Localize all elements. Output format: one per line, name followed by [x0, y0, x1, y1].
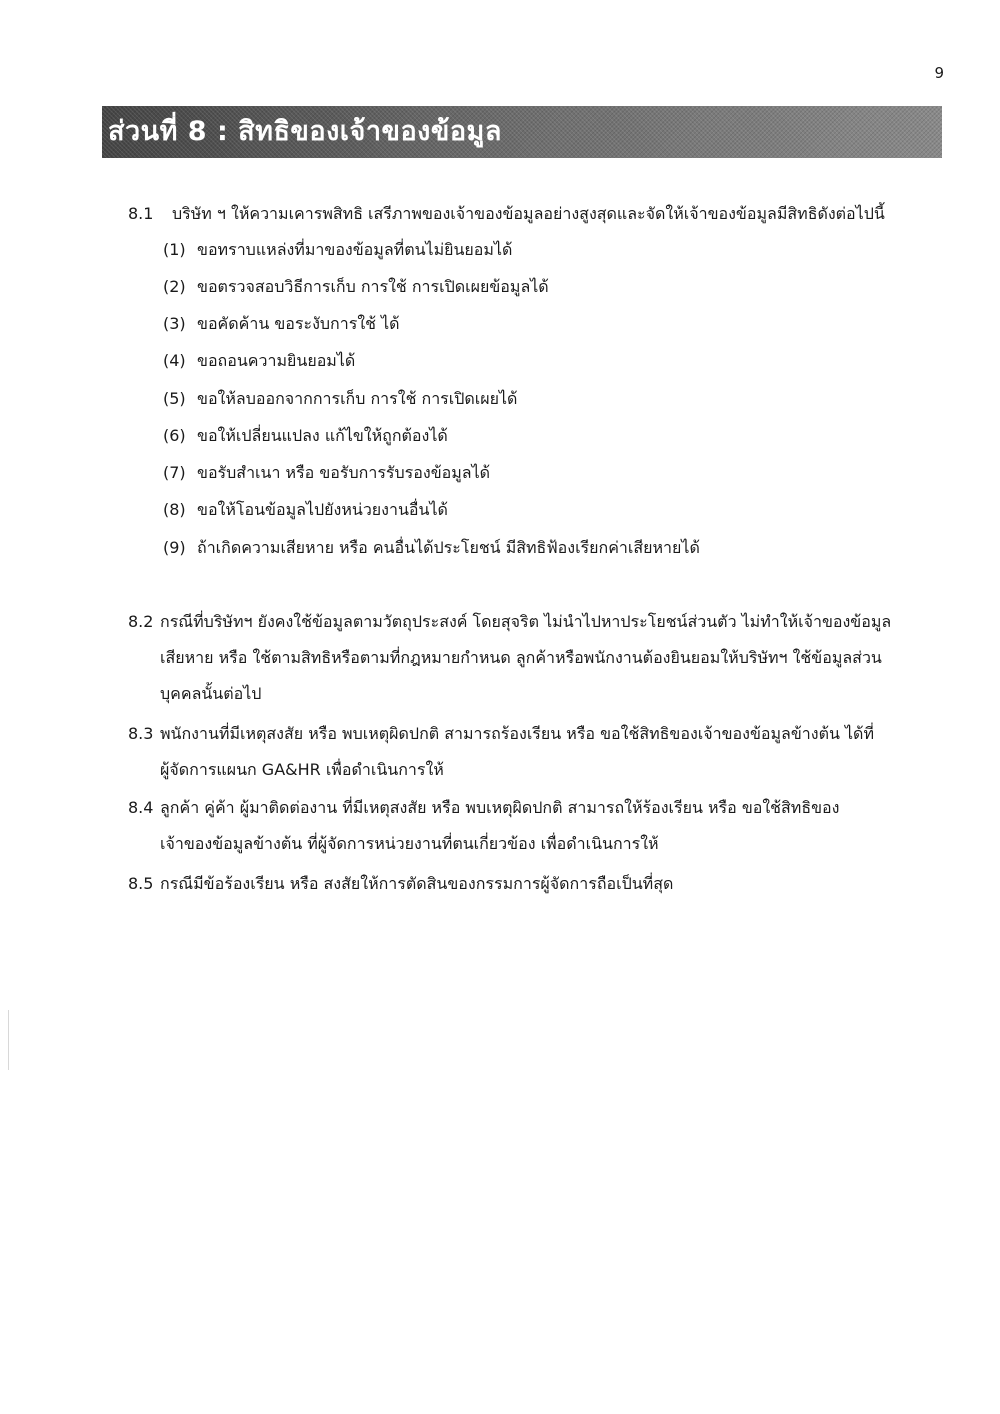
item-number: (7): [163, 463, 186, 482]
item-text: ขอให้โอนข้อมูลไปยังหน่วยงานอื่นได้: [197, 500, 448, 519]
section-banner: [102, 106, 942, 158]
item-text: ขอรับสำเนา หรือ ขอรับการรับรองข้อมูลได้: [197, 463, 491, 482]
list-item: [163, 309, 400, 339]
clause-text-line: ผู้จัดการแผนก GA&HR เพื่อดำเนินการให้: [160, 760, 444, 779]
item-text: ขอถอนความยินยอมได้: [197, 351, 356, 370]
item-text: ขอให้ลบออกจากการเก็บ การใช้ การเปิดเผยได้: [197, 389, 518, 408]
item-text: ขอทราบแหล่งที่มาของข้อมูลที่ตนไม่ยินยอมได้: [197, 240, 513, 259]
item-text: ขอให้เปลี่ยนแปลง แก้ไขให้ถูกต้องได้: [197, 426, 448, 445]
clause-number: 8.5: [128, 874, 154, 893]
item-number: (2): [163, 277, 186, 296]
item-number: (6): [163, 426, 186, 445]
list-item: [163, 533, 700, 563]
scan-margin-mark: [8, 1010, 9, 1070]
list-item: [163, 272, 549, 302]
section-title: ส่วนที่ 8 : สิทธิของเจ้าของข้อมูล: [108, 116, 502, 147]
clause-text-line: ลูกค้า คู่ค้า ผู้มาติดต่องาน ที่มีเหตุสงสัย หรือ พบเหตุผิดปกติ สามารถให้ร้องเรียน หรือ ขอใช้สิทธิของ: [160, 798, 840, 817]
item-number: (3): [163, 314, 186, 333]
list-item: [163, 384, 517, 414]
clause-text-line: เสียหาย หรือ ใช้ตามสิทธิหรือตามที่กฎหมายกำหนด ลูกค้าหรือพนักงานต้องยินยอมให้บริษัทฯ ใช้ข้อมูลส่วน: [160, 648, 882, 667]
clause-text: บริษัท ฯ ให้ความเคารพสิทธิ เสรีภาพของเจ้าของข้อมูลอย่างสูงสุดและจัดให้เจ้าของข้อมูลมีสิทธิดังต่อไปนี้: [172, 204, 885, 223]
item-number: (9): [163, 538, 186, 557]
item-number: (1): [163, 240, 186, 259]
page-number: 9: [934, 64, 944, 82]
list-item: [163, 458, 490, 488]
list-item: [163, 495, 448, 525]
item-number: (8): [163, 500, 186, 519]
clause-number: 8.2: [128, 612, 154, 631]
item-text: ถ้าเกิดความเสียหาย หรือ คนอื่นได้ประโยชน์ มีสิทธิฟ้องเรียกค่าเสียหายได้: [197, 538, 700, 557]
item-text: ขอคัดค้าน ขอระงับการใช้ ได้: [197, 314, 400, 333]
clause-text-line: กรณีที่บริษัทฯ ยังคงใช้ข้อมูลตามวัตถุประสงค์ โดยสุจริต ไม่นำไปหาประโยชน์ส่วนตัว ไม่ทำให้เจ้าของข้อมูล: [160, 612, 892, 631]
item-number: (5): [163, 389, 186, 408]
list-item: [163, 235, 512, 265]
clause-number: 8.1: [128, 204, 154, 223]
clause-number: 8.4: [128, 798, 154, 817]
item-number: (4): [163, 351, 186, 370]
item-text: ขอตรวจสอบวิธีการเก็บ การใช้ การเปิดเผยข้อมูลได้: [197, 277, 549, 296]
clause-text-line: เจ้าของข้อมูลข้างต้น ที่ผู้จัดการหน่วยงานที่ตนเกี่ยวข้อง เพื่อดำเนินการให้: [160, 834, 659, 853]
clause-text-line: พนักงานที่มีเหตุสงสัย หรือ พบเหตุผิดปกติ สามารถร้องเรียน หรือ ขอใช้สิทธิของเจ้าของข้อมูลข้างต้น ได้ที่: [160, 724, 874, 743]
list-item: [163, 346, 355, 376]
clause-text-line: บุคคลนั้นต่อไป: [160, 684, 262, 703]
clause-number: 8.3: [128, 724, 154, 743]
clause-text-line: กรณีมีข้อร้องเรียน หรือ สงสัยให้การตัดสินของกรรมการผู้จัดการถือเป็นที่สุด: [160, 874, 674, 893]
list-item: [163, 421, 448, 451]
